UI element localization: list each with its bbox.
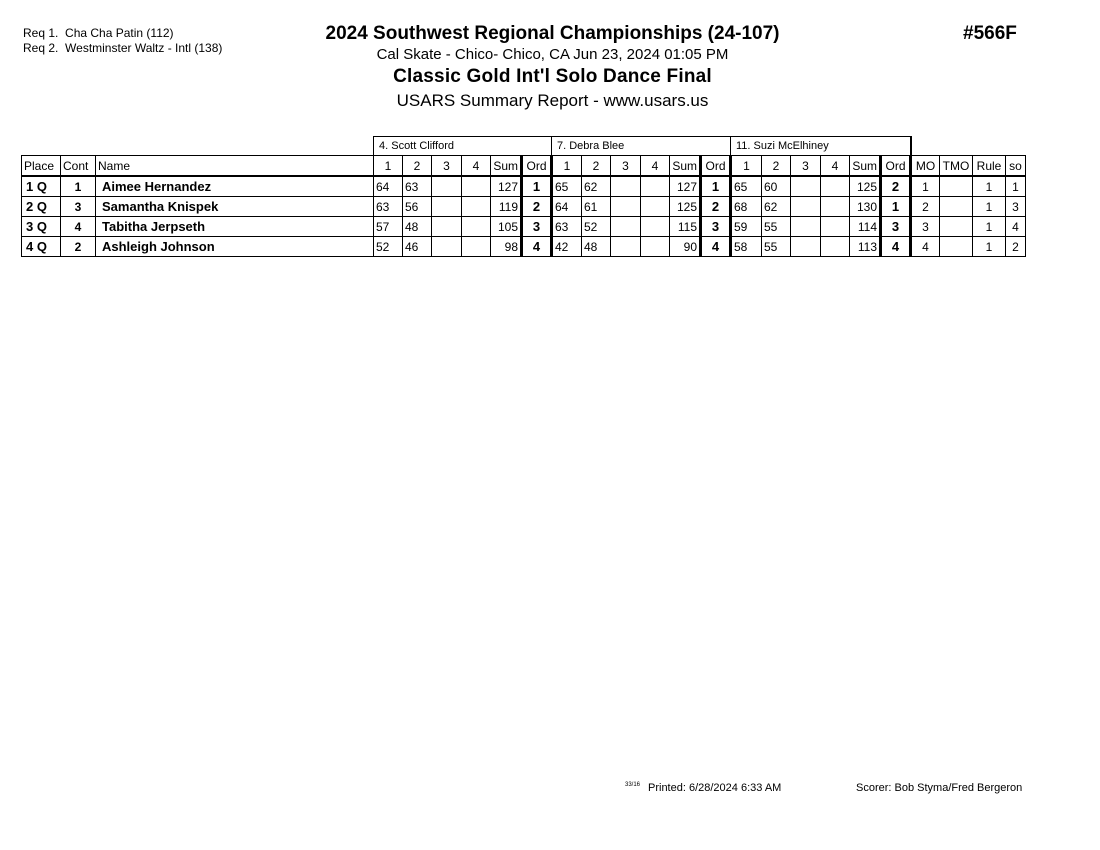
judge-1-score-cell: 2 — [522, 197, 552, 217]
judge-2-score-cell — [641, 217, 670, 237]
judge-3-score-cell — [791, 237, 821, 257]
tmo-header: TMO — [940, 156, 973, 177]
judge-1-score-cell — [462, 176, 491, 197]
judge-2-col-header: 3 — [611, 156, 641, 177]
judge-2-col-header: 4 — [641, 156, 670, 177]
so-cell: 4 — [1006, 217, 1026, 237]
judge-2-score-cell: 48 — [582, 237, 611, 257]
judge-2-score-cell: 125 — [670, 197, 701, 217]
judge-1-score-cell: 98 — [491, 237, 522, 257]
judge-3-score-cell: 55 — [762, 217, 791, 237]
judge-3-score-cell: 59 — [731, 217, 762, 237]
requirement-label: Req 2. — [23, 41, 59, 55]
blank-cell — [22, 137, 374, 156]
requirement-2 — [23, 41, 222, 55]
judge-3-score-cell — [821, 176, 850, 197]
judge-1-score-cell: 127 — [491, 176, 522, 197]
scorer-names: Scorer: Bob Styma/Fred Bergeron — [856, 782, 1023, 794]
judge-2-score-cell — [611, 237, 641, 257]
venue-date: Cal Skate - Chico- Chico, CA Jun 23, 2024 01:05 PM — [376, 46, 729, 63]
cont-header: Cont — [61, 156, 96, 177]
judge-2-col-header: Sum — [670, 156, 701, 177]
judge-1-score-cell — [432, 176, 462, 197]
judge-1-score-cell: 57 — [374, 217, 403, 237]
judge-3-score-cell: 1 — [881, 197, 911, 217]
judge-3-score-cell: 65 — [731, 176, 762, 197]
so-cell: 2 — [1006, 237, 1026, 257]
place-header: Place — [22, 156, 61, 177]
cont-cell: 1 — [61, 176, 96, 197]
judge-1-score-cell: 64 — [374, 176, 403, 197]
judge-1-score-cell — [462, 237, 491, 257]
place-cell: 4 Q — [22, 237, 61, 257]
judge-2-score-cell: 62 — [582, 176, 611, 197]
judge-3-col-header: 3 — [791, 156, 821, 177]
skater-name-cell: Ashleigh Johnson — [96, 237, 374, 257]
footer-code: 33/16 — [625, 782, 641, 788]
judge-3-col-header: Sum — [850, 156, 881, 177]
judge-2-score-cell — [641, 237, 670, 257]
mo-cell: 1 — [911, 176, 940, 197]
table-row — [22, 237, 1026, 257]
judge-2-score-cell: 63 — [552, 217, 582, 237]
report-header — [300, 22, 805, 112]
requirement-1 — [23, 26, 174, 40]
so-cell: 1 — [1006, 176, 1026, 197]
judge-3-score-cell — [821, 237, 850, 257]
skater-name-cell: Tabitha Jerpseth — [96, 217, 374, 237]
judge-2-score-cell — [641, 197, 670, 217]
table-row — [22, 217, 1026, 237]
skater-name-cell: Samantha Knispek — [96, 197, 374, 217]
judge-1-col-header: 3 — [432, 156, 462, 177]
mo-cell: 2 — [911, 197, 940, 217]
requirement-text: Cha Cha Patin (112) — [65, 26, 174, 40]
name-header: Name — [96, 156, 374, 177]
judge-1-col-header: Sum — [491, 156, 522, 177]
judge-3-score-cell: 114 — [850, 217, 881, 237]
judge-1-score-cell — [462, 217, 491, 237]
judge-3-score-cell: 130 — [850, 197, 881, 217]
table-row — [22, 197, 1026, 217]
requirement-label: Req 1. — [23, 26, 59, 40]
judge-2-score-cell: 61 — [582, 197, 611, 217]
mo-header: MO — [911, 156, 940, 177]
judge-1-score-cell: 3 — [522, 217, 552, 237]
judge-1-score-cell: 52 — [374, 237, 403, 257]
judge-1-score-cell — [432, 217, 462, 237]
judge-3-score-cell — [791, 217, 821, 237]
judge-2-score-cell: 3 — [701, 217, 731, 237]
judge-2-score-cell: 115 — [670, 217, 701, 237]
judge-1-score-cell: 48 — [403, 217, 432, 237]
rule-cell: 1 — [973, 176, 1006, 197]
judge-1-header: 4. Scott Clifford — [374, 137, 552, 156]
requirement-text: Westminster Waltz - Intl (138) — [65, 41, 223, 55]
judge-3-score-cell: 113 — [850, 237, 881, 257]
judge-2-score-cell — [611, 217, 641, 237]
judge-2-header: 7. Debra Blee — [552, 137, 731, 156]
judge-3-col-header: 1 — [731, 156, 762, 177]
judge-2-score-cell: 42 — [552, 237, 582, 257]
judge-1-score-cell: 1 — [522, 176, 552, 197]
judge-2-score-cell: 52 — [582, 217, 611, 237]
judge-1-score-cell: 4 — [522, 237, 552, 257]
judge-1-col-header: 4 — [462, 156, 491, 177]
rule-cell: 1 — [973, 217, 1006, 237]
place-cell: 2 Q — [22, 197, 61, 217]
judge-3-score-cell: 125 — [850, 176, 881, 197]
column-header-row — [22, 156, 1026, 177]
judge-2-score-cell: 1 — [701, 176, 731, 197]
mo-cell: 4 — [911, 237, 940, 257]
rule-header: Rule — [973, 156, 1006, 177]
rule-cell: 1 — [973, 197, 1006, 217]
judge-3-score-cell: 58 — [731, 237, 762, 257]
tmo-cell — [940, 197, 973, 217]
cont-cell: 2 — [61, 237, 96, 257]
judge-1-score-cell: 119 — [491, 197, 522, 217]
place-cell: 3 Q — [22, 217, 61, 237]
judge-3-score-cell: 2 — [881, 176, 911, 197]
judge-1-score-cell: 63 — [374, 197, 403, 217]
scores-table — [21, 136, 1026, 257]
mo-cell: 3 — [911, 217, 940, 237]
judge-1-col-header: 1 — [374, 156, 403, 177]
table-row — [22, 176, 1026, 197]
judge-1-score-cell: 63 — [403, 176, 432, 197]
judge-2-score-cell: 4 — [701, 237, 731, 257]
judge-3-score-cell — [791, 197, 821, 217]
event-name: Classic Gold Int'l Solo Dance Final — [393, 66, 712, 87]
judge-2-col-header: Ord — [701, 156, 731, 177]
judge-1-score-cell — [462, 197, 491, 217]
judge-1-score-cell: 56 — [403, 197, 432, 217]
judge-1-score-cell: 46 — [403, 237, 432, 257]
tmo-cell — [940, 176, 973, 197]
judge-3-header: 11. Suzi McElhiney — [731, 137, 911, 156]
judge-2-score-cell — [611, 197, 641, 217]
judge-1-score-cell — [432, 197, 462, 217]
judges-row — [22, 137, 1026, 156]
tmo-cell — [940, 217, 973, 237]
judge-3-score-cell — [791, 176, 821, 197]
judge-3-score-cell: 4 — [881, 237, 911, 257]
judge-2-score-cell — [611, 176, 641, 197]
judge-1-col-header: 2 — [403, 156, 432, 177]
judge-1-col-header: Ord — [522, 156, 552, 177]
judge-2-score-cell: 127 — [670, 176, 701, 197]
event-id: #566F — [963, 23, 1017, 44]
judge-3-col-header: 2 — [762, 156, 791, 177]
judge-3-score-cell: 68 — [731, 197, 762, 217]
blank-cell — [911, 137, 1026, 156]
judge-3-score-cell: 3 — [881, 217, 911, 237]
judge-2-col-header: 2 — [582, 156, 611, 177]
cont-cell: 4 — [61, 217, 96, 237]
printed-timestamp: Printed: 6/28/2024 6:33 AM — [648, 782, 782, 794]
judge-2-score-cell: 65 — [552, 176, 582, 197]
judge-2-col-header: 1 — [552, 156, 582, 177]
so-header: so — [1006, 156, 1026, 177]
so-cell: 3 — [1006, 197, 1026, 217]
judge-2-score-cell — [641, 176, 670, 197]
judge-3-col-header: 4 — [821, 156, 850, 177]
judge-1-score-cell — [432, 237, 462, 257]
place-cell: 1 Q — [22, 176, 61, 197]
report-title: USARS Summary Report - www.usars.us — [396, 91, 709, 110]
tmo-cell — [940, 237, 973, 257]
cont-cell: 3 — [61, 197, 96, 217]
judge-1-score-cell: 105 — [491, 217, 522, 237]
scores-body — [22, 176, 1026, 257]
judge-2-score-cell: 64 — [552, 197, 582, 217]
competition-title: 2024 Southwest Regional Championships (24-107) — [325, 23, 780, 44]
judge-2-score-cell: 2 — [701, 197, 731, 217]
judge-3-score-cell: 60 — [762, 176, 791, 197]
skater-name-cell: Aimee Hernandez — [96, 176, 374, 197]
judge-3-col-header: Ord — [881, 156, 911, 177]
judge-2-score-cell: 90 — [670, 237, 701, 257]
judge-3-score-cell — [821, 197, 850, 217]
rule-cell: 1 — [973, 237, 1006, 257]
judge-3-score-cell: 55 — [762, 237, 791, 257]
judge-3-score-cell — [821, 217, 850, 237]
judge-3-score-cell: 62 — [762, 197, 791, 217]
